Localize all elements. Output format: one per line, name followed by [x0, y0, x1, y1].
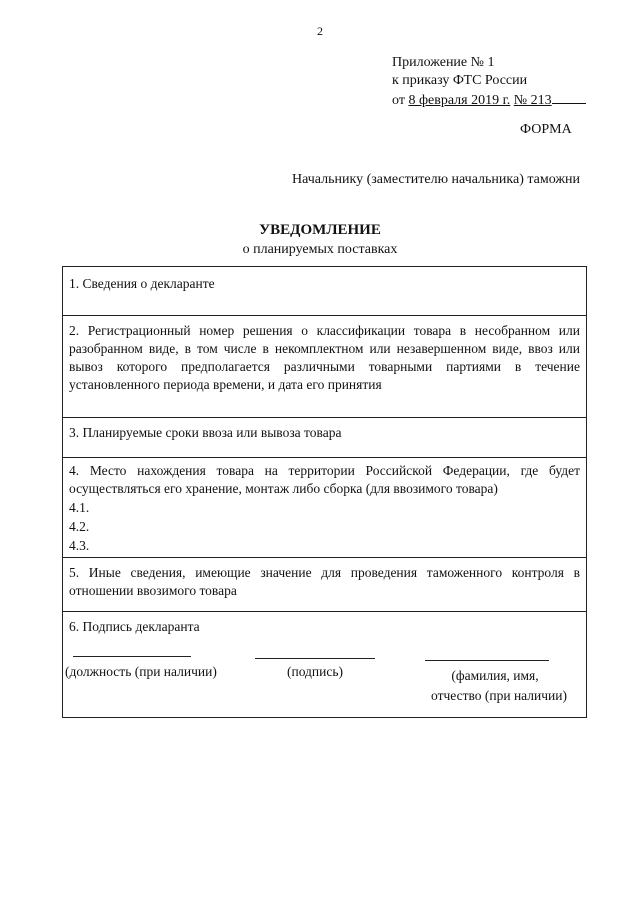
addressee: Начальнику (заместителю начальника) таможни	[292, 172, 581, 187]
appendix-line-3	[392, 90, 586, 110]
signature-caption: (подпись)	[286, 664, 344, 679]
section-2-label: 2. Регистрационный номер решения о классификации товара в несобранном или разобранном виде, в том числе в некомплектном или незавершенном виде, ввоз или вывоз которого предполагается различными товарными партиями в течение установленного периода времени, и дата его принятия	[69, 323, 580, 392]
page-number: 2	[317, 24, 323, 38]
notification-form-table	[62, 266, 587, 718]
position-signature-line[interactable]	[73, 656, 191, 657]
full-name-caption-line-2: отчество (при наличии)	[431, 688, 567, 703]
document-title: УВЕДОМЛЕНИЕ	[259, 222, 381, 238]
section-goods-location[interactable]	[63, 457, 586, 557]
section-signature	[63, 611, 586, 717]
section-4-item-1: 4.1.	[69, 500, 90, 515]
section-4-item-2: 4.2.	[69, 519, 90, 534]
underline-gap	[552, 90, 586, 104]
section-3-label: 3. Планируемые сроки ввоза или вывоза товара	[69, 425, 342, 440]
full-name-caption-line-1: (фамилия, имя,	[451, 668, 539, 683]
signature-line[interactable]	[255, 658, 375, 659]
appendix-line-2: к приказу ФТС России	[392, 73, 528, 88]
appendix-reference	[392, 54, 586, 110]
section-6-label: 6. Подпись декларанта	[69, 619, 200, 634]
section-1-label: 1. Сведения о декларанте	[69, 276, 215, 291]
appendix-date: 8 февраля 2019 г.	[408, 93, 511, 108]
section-5-label: 5. Иные сведения, имеющие значение для проведения таможенного контроля в отношении ввозимого товара	[69, 565, 580, 598]
section-4-item-3: 4.3.	[69, 538, 90, 553]
appendix-date-prefix: от	[392, 93, 405, 108]
section-decision-number[interactable]	[63, 315, 586, 417]
section-other-info[interactable]	[63, 557, 586, 611]
appendix-order-number: № 213	[513, 93, 552, 108]
appendix-line-1: Приложение № 1	[392, 55, 495, 70]
document-subtitle: о планируемых поставках	[242, 242, 398, 257]
section-import-export-dates[interactable]	[63, 417, 586, 457]
full-name-signature-line[interactable]	[425, 660, 549, 661]
position-caption: (должность (при наличии)	[65, 664, 217, 679]
form-label: ФОРМА	[520, 122, 572, 137]
section-4-label: 4. Место нахождения товара на территории Российской Федерации, где будет осуществляться его хранение, монтаж либо сборка (для ввозимого товара)	[69, 463, 580, 496]
section-declarant[interactable]	[63, 267, 586, 315]
